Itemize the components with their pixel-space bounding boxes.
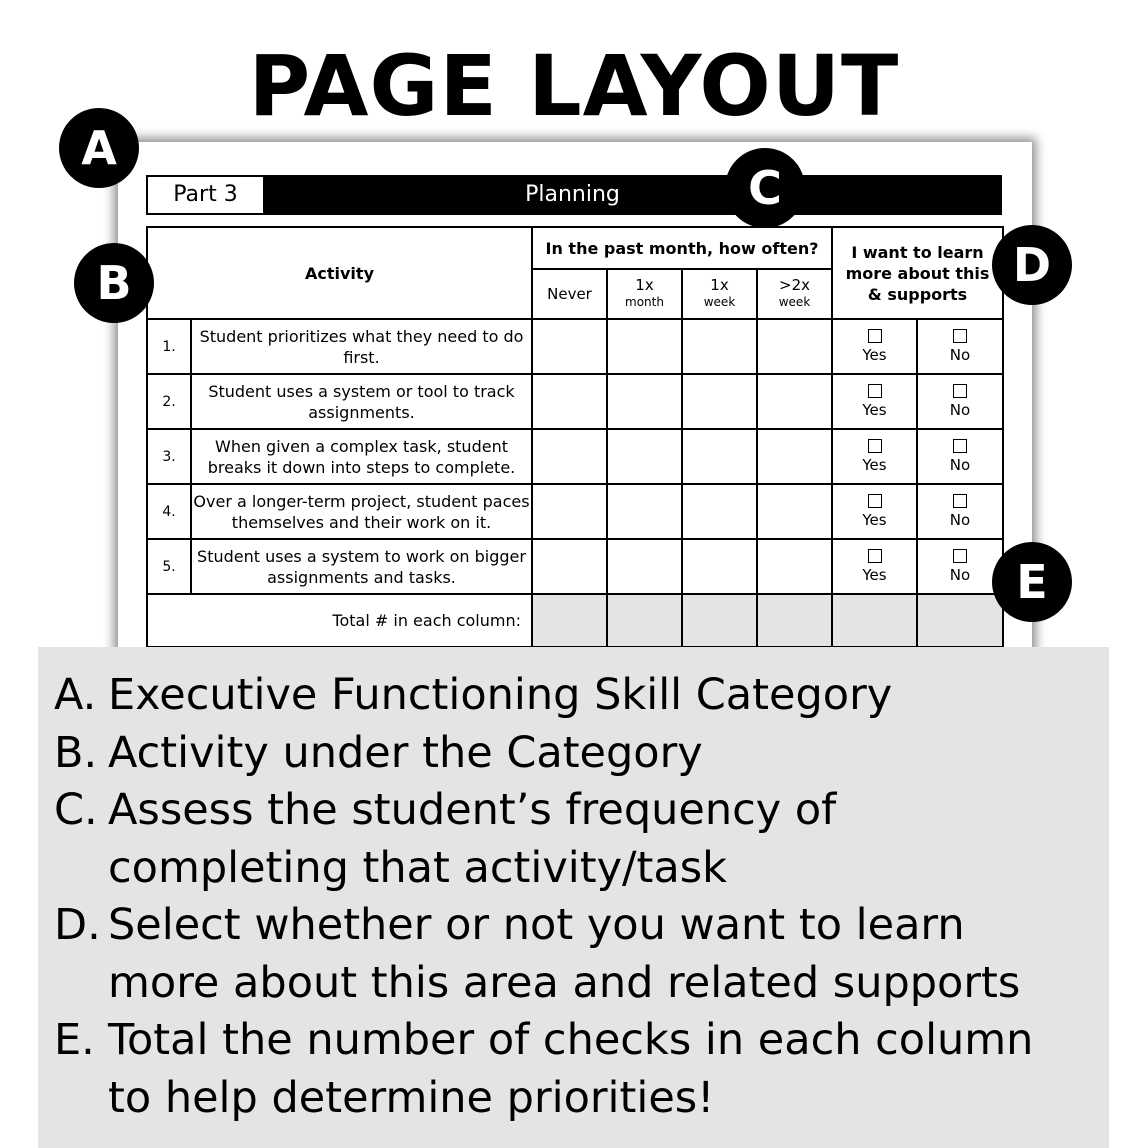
freq-col-never: Never [532,269,607,319]
yes-checkbox[interactable]: Yes [832,484,917,539]
yes-checkbox[interactable]: Yes [832,319,917,374]
checkbox-icon[interactable] [953,329,967,343]
badge-d: D [992,225,1072,305]
legend-item-a: A. Executive Functioning Skill Category [54,670,893,720]
freq-cell-2x-week[interactable] [757,319,832,374]
activity-text: Student prioritizes what they need to do first. [191,319,532,374]
category-bar [146,175,1002,215]
total-2x-week[interactable] [757,594,832,647]
table-row [147,539,1003,594]
no-checkbox[interactable]: No [917,484,1003,539]
assessment-table [146,226,1004,648]
total-1x-week[interactable] [682,594,757,647]
freq-cell-1x-week[interactable] [682,484,757,539]
freq-cell-1x-month[interactable] [607,539,682,594]
checkbox-icon[interactable] [868,384,882,398]
freq-cell-1x-week[interactable] [682,429,757,484]
table-row [147,374,1003,429]
badge-c: C [725,148,805,228]
part-label: Part 3 [146,175,265,215]
legend-item-b: B. Activity under the Category [54,727,703,778]
freq-cell-2x-week[interactable] [757,484,832,539]
badge-a: A [59,108,139,188]
legend-panel [38,647,1109,1148]
badge-b: B [74,243,154,323]
freq-col-1x-month: 1x month [607,269,682,319]
row-number: 3. [147,429,191,484]
total-yes[interactable] [832,594,917,647]
freq-cell-1x-month[interactable] [607,319,682,374]
checkbox-icon[interactable] [953,549,967,563]
freq-cell-1x-week[interactable] [682,539,757,594]
page-title: PAGE LAYOUT [248,37,900,135]
total-no[interactable] [917,594,1003,647]
freq-col-2x-week: >2x week [757,269,832,319]
checkbox-icon[interactable] [953,494,967,508]
freq-cell-2x-week[interactable] [757,429,832,484]
legend-item-d: D. Select whether or not you want to learn more about this area and related supports [54,900,1021,1008]
freq-cell-never[interactable] [532,319,607,374]
checkbox-icon[interactable] [868,549,882,563]
activity-header: Activity [147,227,532,319]
total-label: Total # in each column: [147,594,532,647]
checkbox-icon[interactable] [868,329,882,343]
freq-cell-never[interactable] [532,374,607,429]
yes-checkbox[interactable]: Yes [832,539,917,594]
row-number: 4. [147,484,191,539]
row-number: 1. [147,319,191,374]
total-row [147,594,1003,647]
legend-item-e: E. Total the number of checks in each column to help determine priorities! [54,1015,1034,1123]
yes-checkbox[interactable]: Yes [832,374,917,429]
activity-text: When given a complex task, student breaks it down into steps to complete. [191,429,532,484]
freq-cell-2x-week[interactable] [757,374,832,429]
no-checkbox[interactable]: No [917,429,1003,484]
row-number: 5. [147,539,191,594]
activity-text: Student uses a system or tool to track assignments. [191,374,532,429]
learn-more-header: I want to learn more about this & supports [832,227,1003,319]
legend-item-c: C. Assess the student’s frequency of completing that activity/task [54,785,837,893]
badge-e: E [992,542,1072,622]
total-1x-month[interactable] [607,594,682,647]
row-number: 2. [147,374,191,429]
freq-cell-never[interactable] [532,484,607,539]
freq-cell-1x-month[interactable] [607,429,682,484]
checkbox-icon[interactable] [953,439,967,453]
checkbox-icon[interactable] [868,439,882,453]
activity-text: Student uses a system to work on bigger assignments and tasks. [191,539,532,594]
no-checkbox[interactable]: No [917,319,1003,374]
freq-cell-1x-week[interactable] [682,374,757,429]
freq-cell-never[interactable] [532,429,607,484]
table-row [147,484,1003,539]
no-checkbox[interactable]: No [917,374,1003,429]
checkbox-icon[interactable] [868,494,882,508]
freq-cell-1x-month[interactable] [607,484,682,539]
freq-col-1x-week: 1x week [682,269,757,319]
freq-cell-never[interactable] [532,539,607,594]
no-checkbox[interactable]: No [917,539,1003,594]
frequency-group-header: In the past month, how often? [532,227,832,269]
table-row [147,319,1003,374]
category-title: Planning [525,182,620,207]
freq-cell-2x-week[interactable] [757,539,832,594]
checkbox-icon[interactable] [953,384,967,398]
yes-checkbox[interactable]: Yes [832,429,917,484]
freq-cell-1x-week[interactable] [682,319,757,374]
activity-text: Over a longer-term project, student paces themselves and their work on it. [191,484,532,539]
total-never[interactable] [532,594,607,647]
freq-cell-1x-month[interactable] [607,374,682,429]
table-row [147,429,1003,484]
